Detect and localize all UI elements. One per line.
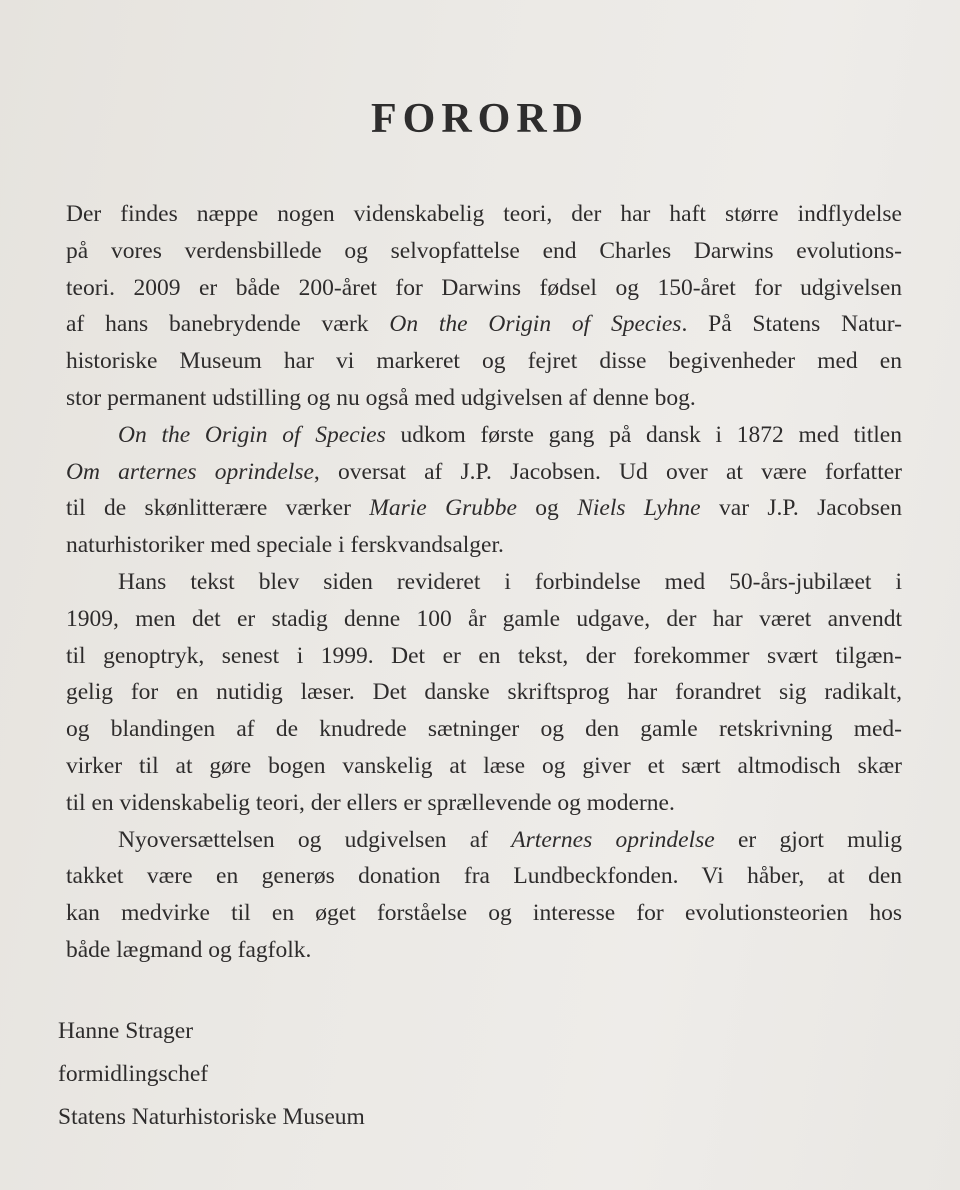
text-segment: Der findes næppe nogen videnskabelig teori, der har haft større indflydelse	[66, 201, 902, 227]
text-segment: 1909, men det er stadig denne 100 år gamle udgave, der har været anvendt	[66, 605, 902, 632]
text-segment: udkom første gang på dansk i 1872 med titlen	[385, 421, 902, 448]
italic-title: On the Origin of Species	[118, 421, 386, 448]
text-segment: og blandingen af de knudrede sætninger og den gamle retskrivning med-	[66, 716, 902, 743]
text-line	[66, 895, 902, 932]
text-segment: til de skønlitterære værker	[66, 495, 370, 522]
signature-block	[58, 1010, 365, 1139]
paragraph	[66, 196, 902, 417]
signature-organization: Statens Naturhistoriske Museum	[58, 1104, 365, 1130]
signature-role: formidlingschef	[58, 1061, 209, 1087]
text-segment: var J.P. Jacobsen	[700, 495, 902, 522]
text-segment: gelig for en nutidig læser. Det danske skriftsprog har forandret sig radikalt,	[66, 679, 902, 706]
italic-title: Niels Lyhne	[577, 495, 701, 522]
italic-title: Marie Grubbe	[369, 495, 517, 522]
text-line	[66, 601, 902, 638]
text-line	[66, 711, 902, 748]
text-segment: både lægmand og fagfolk.	[66, 936, 312, 963]
text-segment: kan medvirke til en øget forståelse og interesse for evolutionsteorien hos	[66, 900, 902, 927]
text-segment: virker til at gøre bogen vanskelig at læse og giver et sært altmodisch skær	[66, 752, 902, 779]
text-line	[66, 417, 902, 454]
text-line	[66, 233, 902, 270]
text-line	[66, 490, 902, 527]
text-line	[66, 380, 902, 417]
text-line	[66, 932, 902, 969]
paragraph	[66, 822, 902, 969]
italic-title: Om arternes oprindelse	[66, 458, 314, 485]
text-line	[66, 564, 902, 601]
body-text	[66, 196, 902, 969]
text-segment: til genoptryk, senest i 1999. Det er en tekst, der forekommer svært tilgæn-	[66, 642, 902, 669]
signature-name: Hanne Strager	[58, 1018, 194, 1044]
text-line	[66, 638, 902, 675]
text-segment: stor permanent udstilling og nu også med udgivelsen af denne bog.	[66, 384, 696, 411]
text-segment: Nyoversættelsen og udgivelsen af	[118, 826, 512, 853]
text-line	[66, 454, 902, 491]
page	[58, 0, 903, 1190]
text-segment: takket være en generøs donation fra Lundbeckfonden. Vi håber, at den	[66, 863, 902, 890]
text-line	[66, 270, 902, 307]
text-segment: af hans banebrydende værk	[66, 311, 390, 338]
paragraph	[66, 564, 902, 822]
text-line	[66, 527, 902, 564]
text-line	[66, 785, 902, 822]
text-line	[66, 674, 902, 711]
text-line	[66, 822, 902, 859]
text-segment: historiske Museum har vi markeret og fejret disse begivenheder med en	[66, 348, 902, 375]
text-segment: Hans tekst blev siden revideret i forbindelse med 50-års-jubilæet i	[118, 568, 902, 595]
text-line	[66, 343, 902, 380]
text-line	[66, 306, 902, 343]
text-segment: . På Statens Natur-	[681, 311, 902, 338]
text-segment: naturhistoriker med speciale i ferskvandsalger.	[66, 532, 504, 559]
text-segment: og	[516, 495, 578, 522]
page-title: FORORD	[371, 96, 589, 142]
text-segment: til en videnskabelig teori, der ellers er sprællevende og moderne.	[66, 789, 675, 816]
text-segment: teori. 2009 er både 200-året for Darwins fødsel og 150-året for udgivelsen	[66, 274, 902, 301]
text-segment: , oversat af J.P. Jacobsen. Ud over at være forfatter	[313, 458, 902, 485]
text-segment: på vores verdensbillede og selvopfattelse end Charles Darwins evolutions-	[66, 237, 902, 264]
text-line	[66, 196, 902, 233]
text-line	[66, 858, 902, 895]
italic-title: Arternes oprindelse	[511, 826, 715, 853]
paragraph	[66, 417, 902, 564]
text-line	[66, 748, 902, 785]
text-segment: er gjort mulig	[714, 826, 903, 853]
italic-title: On the Origin of Species	[389, 311, 682, 338]
